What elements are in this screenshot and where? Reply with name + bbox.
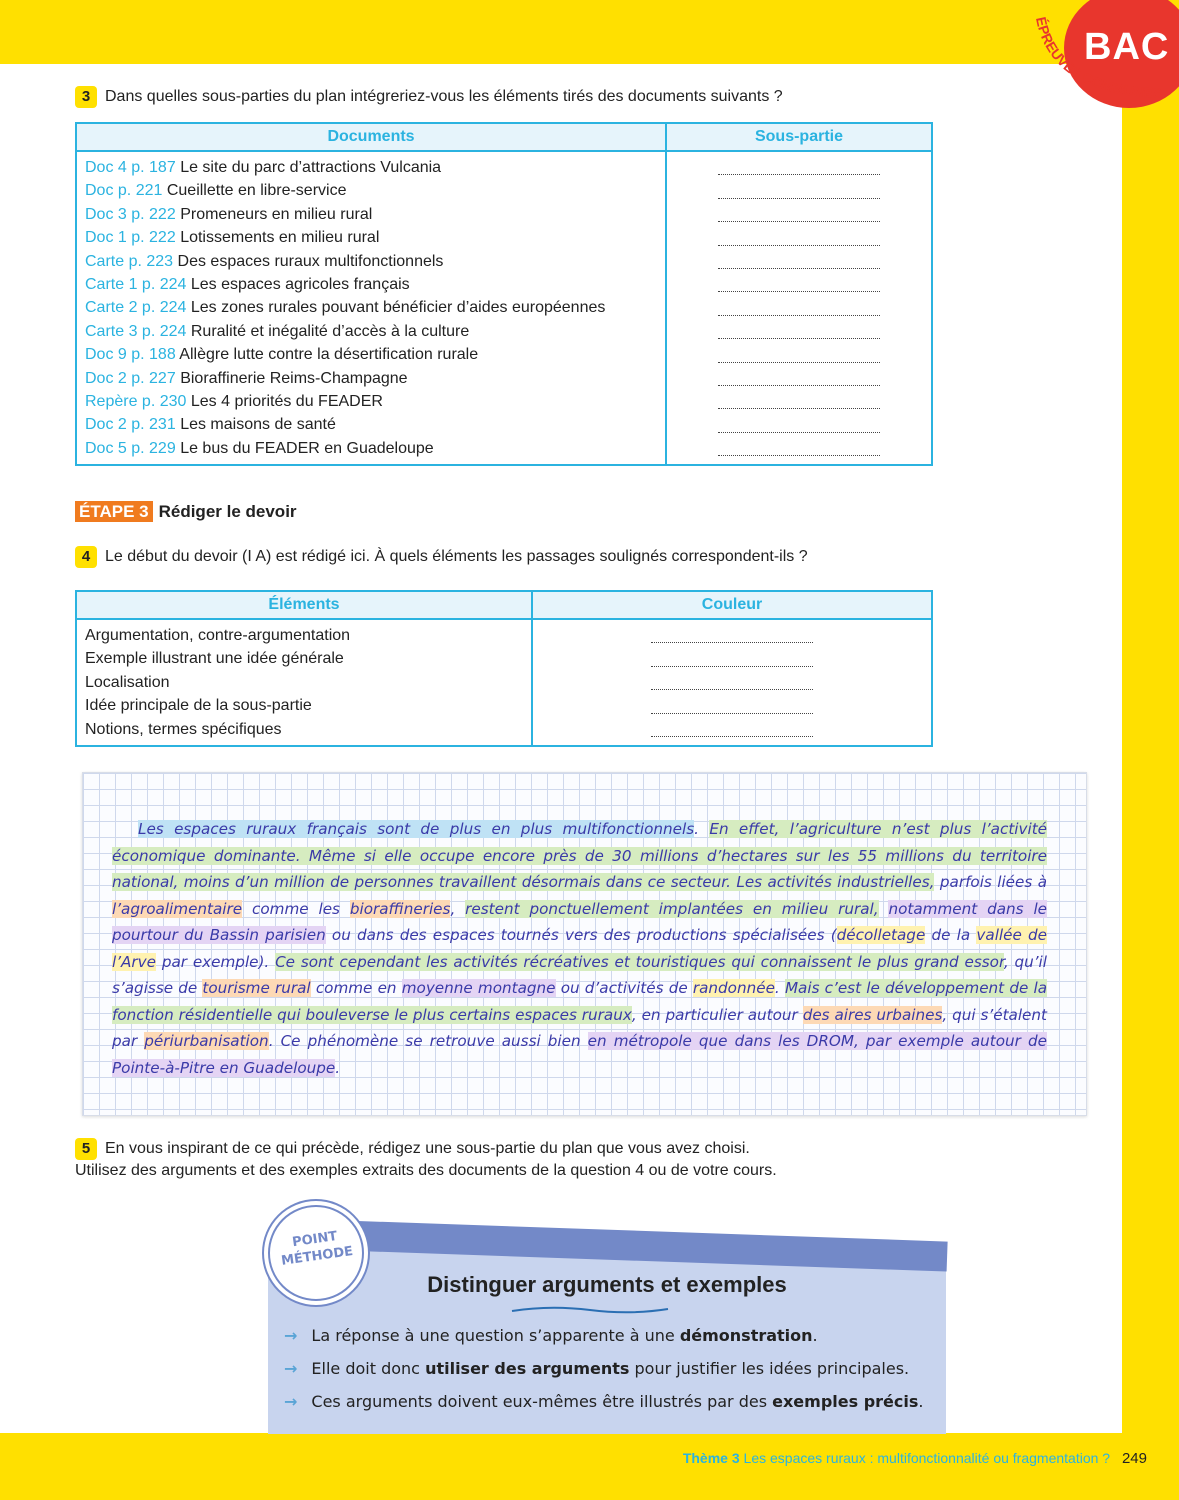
essay-text-span: , [450,899,466,918]
question-number: 3 [75,86,97,108]
question-text: En vous inspirant de ce qui précède, rédigez une sous-partie du plan que vous avez choisi. [105,1140,750,1157]
method-item-text: Ces arguments doivent eux-mêmes être illustrés par des [311,1392,773,1411]
essay-text-span: ou dans des espaces tournés vers des productions spécialisées ( [325,926,837,944]
question-number: 5 [75,1138,97,1160]
essay-text-span: , qu’il s’agisse de [112,952,1047,997]
essay-text-span: . [774,979,785,997]
stamp-line-1: POINT [291,1229,339,1251]
answer-line[interactable] [651,694,813,717]
document-row [85,343,657,366]
essay-highlight-example: randonnée [692,979,775,997]
doc-title: Les maisons de santé [180,416,336,434]
essay-text-span: , en particulier autour [631,1005,803,1024]
method-item-text: Elle doit donc [311,1359,426,1378]
doc-title: Les espaces agricoles français [190,275,410,293]
essay-highlight-argument: En effet, l’agriculture n’est plus l’activité économique dominante. Même si elle occupe encore près de 30 millions d’hectares sur les 55 millions du territoire national, moins d’un million de personnes travaillent désormais dans ce secteur. Les activités industrielles, [112,820,1048,891]
essay-highlight-location: notamment dans le pourtour du Bassin parisien [112,899,1048,944]
answer-line[interactable] [718,250,880,273]
answer-line[interactable] [651,671,813,694]
essay-highlight-main-idea: Les espaces ruraux français sont de plus en plus multifonctionnels [138,820,695,838]
document-row [85,367,657,390]
doc-title: Le site du parc d’attractions Vulcania [180,159,442,176]
doc-title: Promeneurs en milieu rural [180,205,373,223]
answer-line[interactable] [718,320,880,343]
essay-text [112,816,1047,1081]
page-number: 249 [1121,1450,1147,1467]
doc-ref: Carte 2 p. 224 [85,299,187,317]
doc-ref: Doc p. 221 [85,182,163,200]
question-number: 4 [75,546,97,568]
doc-ref: Doc 2 p. 227 [85,369,176,387]
etape-heading [75,502,297,522]
doc-title: Bioraffinerie Reims-Champagne [180,369,408,387]
essay-text-span: parfois liées à [934,873,1047,891]
doc-ref: Doc 2 p. 231 [85,416,176,434]
answer-line[interactable] [718,413,880,436]
method-item-bold: exemples précis [772,1392,919,1411]
method-item-text: La réponse à une question s’apparente à une [311,1326,680,1345]
essay-highlight-term: l’agroalimentaire [112,899,243,918]
doc-ref: Carte 3 p. 224 [85,322,187,340]
answer-line[interactable] [718,296,880,319]
essay-text-span: comme en [310,979,402,997]
header-elements: Éléments [76,591,532,619]
doc-ref: Carte p. 223 [85,252,174,270]
essay-highlight-argument: restent ponctuellement implantées en milieu rural, [465,899,879,918]
essay-text-span [879,900,889,918]
essay-text-span: . [335,1058,341,1077]
svg-text:ÉPREUVES COMMUNES [1033,15,1162,101]
method-item-bold: démonstration [679,1326,813,1345]
essay-highlight-location: en métropole que dans les DROM, par exemple autour de Pointe-à-Pitre en Guadeloupe [112,1032,1047,1077]
doc-title: Les 4 priorités du FEADER [190,392,383,410]
doc-title: Ruralité et inégalité d’accès à la culture [190,322,470,340]
essay-text-span: . Ce phénomène se retrouve aussi bien [268,1032,588,1050]
essay-highlight-term: tourisme rural [202,979,311,997]
answer-line[interactable] [718,179,880,202]
method-item [284,1359,909,1378]
header-documents: Documents [76,123,666,151]
essay-text-span: . [694,820,710,838]
doc-ref: Doc 4 p. 187 [85,159,176,176]
answer-line[interactable] [651,718,813,741]
document-row [85,250,657,273]
answer-line[interactable] [718,390,880,413]
footer-title: Les espaces ruraux : multifonctionnalité ou fragmentation ? [743,1450,1111,1466]
doc-ref: Repère p. 230 [85,392,187,410]
question-text-line2: Utilisez des arguments et des exemples extraits des documents de la question 4 ou de votre cours. [75,1162,777,1179]
etape-title: Rédiger le devoir [158,502,297,521]
question-5 [75,1138,777,1182]
epreuves-communes-arc [1022,10,1172,120]
method-item [284,1392,923,1411]
question-3 [75,86,783,108]
subpart-answers [666,151,932,465]
essay-text-span: , qui s’étalent par [112,1005,1047,1050]
stamp-line-2: MÉTHODE [280,1243,355,1269]
document-row [85,296,657,319]
answer-line[interactable] [718,226,880,249]
color-answers [532,619,932,746]
essay-highlight-location: moyenne montagne [401,979,556,997]
page-footer [683,1450,1147,1467]
doc-ref: Doc 1 p. 222 [85,229,176,247]
method-item-bold: utiliser des arguments [425,1359,630,1378]
document-row [85,179,657,202]
bac-label: BAC [1084,26,1170,68]
essay-highlight-example: vallée de l’Arve [112,926,1048,971]
document-row [85,273,657,296]
element-row: Idée principale de la sous-partie [85,697,312,715]
doc-ref: Doc 3 p. 222 [85,205,176,223]
doc-ref: Doc 5 p. 229 [85,439,176,457]
document-row [85,320,657,343]
answer-line[interactable] [718,156,880,179]
document-row [85,226,657,249]
arrow-icon: → [284,1326,298,1345]
answer-line[interactable] [718,273,880,296]
answer-line[interactable] [651,624,813,647]
element-row: Argumentation, contre-argumentation [85,627,351,644]
answer-line[interactable] [718,367,880,390]
doc-ref: Carte 1 p. 224 [85,275,187,293]
method-item-text: . [812,1326,818,1345]
title-swash [510,1303,670,1317]
elements-table [75,590,933,747]
doc-title: Cueillette en libre-service [166,182,347,200]
document-row [85,156,657,179]
method-item-text: pour justifier les idées principales. [629,1359,910,1378]
answer-line[interactable] [718,203,880,226]
essay-text-span: comme les [242,899,350,918]
arrow-icon: → [284,1359,298,1378]
top-yellow-band [0,0,1179,64]
essay-highlight-argument: Mais c’est le développement de la fonction résidentielle qui bouleverse le plus certains espaces ruraux [112,979,1048,1024]
doc-title: Lotissements en milieu rural [180,229,380,247]
essay-highlight-term: bioraffineries [349,899,451,918]
essay-text-span: de la [925,926,977,944]
method-item [284,1326,818,1345]
doc-ref: Doc 9 p. 188 [85,346,176,364]
question-4 [75,546,808,568]
element-row: Notions, termes spécifiques [85,720,282,738]
essay-text-span: ou d’activités de [555,979,693,997]
document-row [85,437,657,460]
doc-title: Allègre lutte contre la désertification rurale [179,346,479,364]
document-row [85,203,657,226]
documents-table [75,122,933,466]
epreuves-communes-label: ÉPREUVES COMMUNES [1032,15,1163,101]
doc-title: Des espaces ruraux multifonctionnels [177,252,444,270]
question-text: Dans quelles sous-parties du plan intégreriez-vous les éléments tirés des documents suivants ? [105,88,783,105]
answer-line[interactable] [718,437,880,460]
essay-highlight-argument: Ce sont cependant les activités récréatives et touristiques qui connaissent le plus grand essor [275,952,1004,971]
right-yellow-band [1122,0,1179,1500]
method-item-text: . [918,1392,924,1411]
answer-line[interactable] [651,647,813,670]
element-row: Exemple illustrant une idée générale [85,650,344,668]
doc-title: Les zones rurales pouvant bénéficier d’aides européennes [190,299,606,317]
essay-text-span: par exemple). [156,952,276,971]
elements-list [76,619,532,746]
question-text: Le début du devoir (I A) est rédigé ici. À quels éléments les passages soulignés correspondent-ils ? [105,548,808,565]
method-title: Distinguer arguments et exemples [427,1272,787,1297]
element-row: Localisation [85,673,170,691]
etape-tag: ÉTAPE 3 [75,501,153,522]
footer-theme: Thème 3 [682,1450,740,1466]
header-color: Couleur [532,591,932,619]
doc-title: Le bus du FEADER en Guadeloupe [180,439,434,457]
header-subpart: Sous-partie [666,123,932,151]
essay-highlight-example: décolletage [836,926,926,944]
arrow-icon: → [284,1392,298,1411]
answer-line[interactable] [718,343,880,366]
documents-list [76,151,666,465]
essay-highlight-term: des aires urbaines [802,1005,943,1024]
document-row [85,390,657,413]
essay-highlight-term: périurbanisation [144,1032,269,1050]
document-row [85,413,657,436]
